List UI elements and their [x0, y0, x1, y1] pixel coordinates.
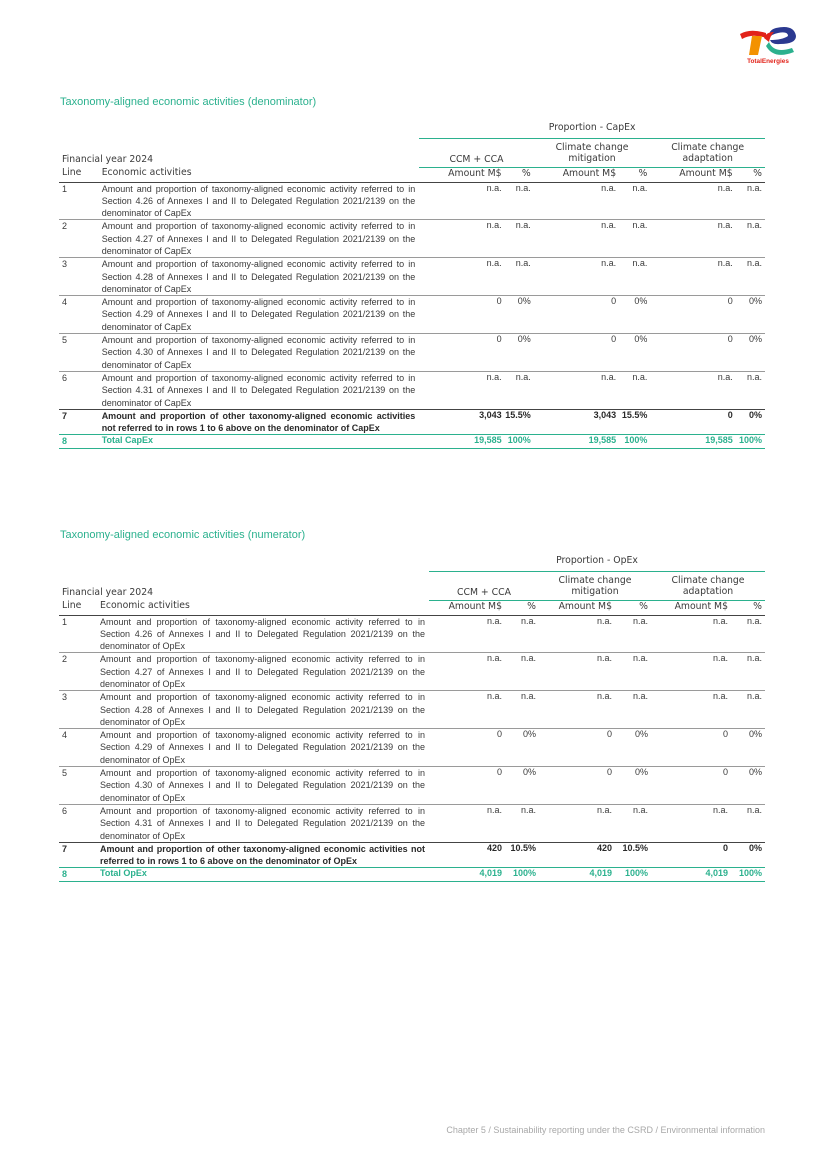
cell-amount-adaptation: n.a. — [650, 258, 735, 296]
cell-pct-ccm-cca: n.a. — [505, 653, 539, 691]
table-row — [59, 409, 765, 435]
cell-pct-ccm-cca: 15.5% — [505, 409, 534, 435]
capex-group-adaptation-label: Climate change adaptation — [671, 141, 745, 164]
row-description: Amount and proportion of other taxonomy-aligned economic activities not referred to in rows 1 to 6 above on the denominator of OpEx — [100, 842, 429, 868]
cell-pct-ccm-cca: n.a. — [505, 258, 534, 296]
cell-amount-adaptation: 19,585 — [650, 435, 735, 448]
row-description: Total CapEx — [102, 435, 420, 448]
cell-amount-adaptation: n.a. — [650, 220, 735, 258]
capex-col-activity: Economic activities — [102, 167, 420, 182]
cell-amount-mitigation: 420 — [539, 842, 615, 868]
cell-amount-adaptation: 0 — [651, 729, 731, 767]
cell-pct-adaptation: n.a. — [736, 182, 765, 220]
row-line: 6 — [59, 371, 102, 409]
row-description: Amount and proportion of taxonomy-aligned economic activity referred to in Section 4.27 of Annexes I and II to Delegated Regulation 2021/2139 on the denominator of OpEx — [100, 653, 429, 691]
opex-col-pct-3: % — [731, 600, 765, 615]
opex-col-pct-1: % — [505, 600, 539, 615]
brand-name: TotalEnergies — [747, 58, 789, 65]
table-row — [59, 729, 765, 767]
capex-col-amount-2: Amount M$ — [534, 167, 619, 182]
cell-pct-ccm-cca: 0% — [505, 334, 534, 372]
cell-pct-ccm-cca: 0% — [505, 767, 539, 805]
cell-amount-ccm-cca: n.a. — [429, 804, 505, 842]
cell-amount-ccm-cca: n.a. — [429, 615, 505, 653]
cell-pct-mitigation: 0% — [619, 296, 650, 334]
capex-col-pct-2: % — [619, 167, 650, 182]
cell-pct-ccm-cca: 100% — [505, 868, 539, 881]
cell-amount-mitigation: 0 — [539, 767, 615, 805]
row-line: 2 — [59, 220, 102, 258]
opex-table — [59, 555, 765, 882]
cell-amount-adaptation: n.a. — [650, 182, 735, 220]
capex-fy-label: Financial year 2024 — [62, 154, 154, 165]
table-row — [59, 371, 765, 409]
cell-amount-mitigation: n.a. — [534, 258, 619, 296]
cell-pct-mitigation: n.a. — [615, 615, 651, 653]
cell-amount-ccm-cca: n.a. — [429, 653, 505, 691]
cell-amount-ccm-cca: 0 — [419, 296, 504, 334]
opex-col-amount-3: Amount M$ — [651, 600, 731, 615]
row-description: Amount and proportion of taxonomy-aligned economic activity referred to in Section 4.29 of Annexes I and II to Delegated Regulation 2021/2139 on the denominator of OpEx — [100, 729, 429, 767]
capex-group-mitigation-label: Climate change mitigation — [555, 141, 629, 164]
cell-pct-adaptation: 0% — [731, 842, 765, 868]
total-row — [59, 435, 765, 448]
cell-amount-ccm-cca: 0 — [429, 729, 505, 767]
capex-col-line: Line — [59, 167, 102, 182]
opex-col-amount-1: Amount M$ — [429, 600, 505, 615]
cell-amount-mitigation: n.a. — [534, 182, 619, 220]
cell-pct-mitigation: n.a. — [615, 804, 651, 842]
row-line: 3 — [59, 258, 102, 296]
cell-pct-adaptation: n.a. — [731, 804, 765, 842]
opex-group-mitigation-label: Climate change mitigation — [558, 574, 632, 597]
cell-pct-adaptation: n.a. — [736, 220, 765, 258]
cell-amount-mitigation: n.a. — [534, 220, 619, 258]
row-line: 3 — [59, 691, 100, 729]
cell-pct-ccm-cca: n.a. — [505, 804, 539, 842]
row-description: Amount and proportion of other taxonomy-aligned economic activities not referred to in rows 1 to 6 above on the denominator of CapEx — [102, 409, 420, 435]
cell-pct-mitigation: 100% — [619, 435, 650, 448]
totalenergies-logo — [736, 24, 800, 68]
cell-amount-ccm-cca: n.a. — [419, 182, 504, 220]
cell-pct-mitigation: 100% — [615, 868, 651, 881]
row-description: Amount and proportion of taxonomy-aligned economic activity referred to in Section 4.26 of Annexes I and II to Delegated Regulation 2021/2139 on the denominator of OpEx — [100, 615, 429, 653]
cell-pct-mitigation: 0% — [619, 334, 650, 372]
table-row — [59, 804, 765, 842]
table-row — [59, 220, 765, 258]
cell-pct-adaptation: n.a. — [736, 258, 765, 296]
row-description: Amount and proportion of taxonomy-aligned economic activity referred to in Section 4.29 of Annexes I and II to Delegated Regulation 2021/2139 on the denominator of CapEx — [102, 296, 420, 334]
row-line: 8 — [59, 868, 100, 881]
row-line: 1 — [59, 182, 102, 220]
row-description: Amount and proportion of taxonomy-aligned economic activity referred to in Section 4.28 of Annexes I and II to Delegated Regulation 2021/2139 on the denominator of OpEx — [100, 691, 429, 729]
cell-pct-mitigation: n.a. — [615, 691, 651, 729]
row-line: 6 — [59, 804, 100, 842]
cell-amount-ccm-cca: n.a. — [429, 691, 505, 729]
opex-proportion-header: Proportion - OpEx — [429, 555, 765, 571]
cell-pct-mitigation: 0% — [615, 767, 651, 805]
cell-pct-mitigation: 10.5% — [615, 842, 651, 868]
cell-amount-adaptation: n.a. — [651, 691, 731, 729]
cell-pct-adaptation: n.a. — [731, 653, 765, 691]
capex-col-amount-3: Amount M$ — [650, 167, 735, 182]
opex-col-activity: Economic activities — [100, 600, 429, 615]
opex-col-amount-2: Amount M$ — [539, 600, 615, 615]
capex-section-title: Taxonomy-aligned economic activities (denominator) — [60, 96, 317, 108]
row-line: 5 — [59, 767, 100, 805]
capex-group-adaptation — [650, 138, 765, 167]
cell-pct-adaptation: 0% — [731, 729, 765, 767]
cell-amount-adaptation: 0 — [651, 767, 731, 805]
row-description: Total OpEx — [100, 868, 429, 881]
cell-pct-mitigation: n.a. — [619, 220, 650, 258]
cell-pct-ccm-cca: n.a. — [505, 220, 534, 258]
row-line: 7 — [59, 842, 100, 868]
table-row — [59, 296, 765, 334]
cell-pct-adaptation: 100% — [731, 868, 765, 881]
row-description: Amount and proportion of taxonomy-aligned economic activity referred to in Section 4.26 of Annexes I and II to Delegated Regulation 2021/2139 on the denominator of CapEx — [102, 182, 420, 220]
total-row — [59, 868, 765, 881]
table-row — [59, 258, 765, 296]
cell-pct-ccm-cca: n.a. — [505, 182, 534, 220]
cell-amount-ccm-cca: n.a. — [419, 220, 504, 258]
cell-amount-mitigation: 0 — [539, 729, 615, 767]
row-description: Amount and proportion of taxonomy-aligned economic activity referred to in Section 4.27 of Annexes I and II to Delegated Regulation 2021/2139 on the denominator of CapEx — [102, 220, 420, 258]
cell-pct-ccm-cca: 0% — [505, 296, 534, 334]
capex-table — [59, 122, 765, 449]
cell-pct-mitigation: n.a. — [619, 371, 650, 409]
cell-amount-mitigation: 4,019 — [539, 868, 615, 881]
row-line: 7 — [59, 409, 102, 435]
opex-fy-label: Financial year 2024 — [62, 587, 154, 598]
cell-amount-mitigation: 19,585 — [534, 435, 619, 448]
cell-pct-mitigation: n.a. — [619, 258, 650, 296]
cell-amount-adaptation: n.a. — [651, 653, 731, 691]
cell-pct-ccm-cca: n.a. — [505, 691, 539, 729]
row-description: Amount and proportion of taxonomy-aligned economic activity referred to in Section 4.31 of Annexes I and II to Delegated Regulation 2021/2139 on the denominator of CapEx — [102, 371, 420, 409]
capex-col-amount-1: Amount M$ — [419, 167, 504, 182]
cell-amount-mitigation: n.a. — [539, 653, 615, 691]
opex-group-mitigation — [539, 571, 651, 600]
table-row — [59, 334, 765, 372]
cell-pct-adaptation: n.a. — [731, 691, 765, 729]
capex-group-mitigation — [534, 138, 651, 167]
opex-col-line: Line — [59, 600, 100, 615]
row-description: Amount and proportion of taxonomy-aligned economic activity referred to in Section 4.30 of Annexes I and II to Delegated Regulation 2021/2139 on the denominator of OpEx — [100, 767, 429, 805]
cell-amount-adaptation: 4,019 — [651, 868, 731, 881]
cell-amount-ccm-cca: 3,043 — [419, 409, 504, 435]
row-line: 2 — [59, 653, 100, 691]
cell-pct-ccm-cca: 0% — [505, 729, 539, 767]
cell-amount-ccm-cca: 4,019 — [429, 868, 505, 881]
cell-pct-ccm-cca: 10.5% — [505, 842, 539, 868]
cell-pct-adaptation: 0% — [736, 409, 765, 435]
cell-amount-ccm-cca: n.a. — [419, 258, 504, 296]
cell-pct-mitigation: n.a. — [615, 653, 651, 691]
cell-amount-mitigation: n.a. — [534, 371, 619, 409]
opex-group-adaptation-label: Climate change adaptation — [671, 574, 745, 597]
row-line: 5 — [59, 334, 102, 372]
table-row — [59, 615, 765, 653]
cell-amount-mitigation: 3,043 — [534, 409, 619, 435]
table-row — [59, 767, 765, 805]
opex-col-pct-2: % — [615, 600, 651, 615]
cell-amount-mitigation: n.a. — [539, 691, 615, 729]
opex-group-adaptation — [651, 571, 765, 600]
cell-amount-adaptation: 0 — [650, 409, 735, 435]
cell-pct-adaptation: 0% — [736, 296, 765, 334]
cell-pct-mitigation: 0% — [615, 729, 651, 767]
table-row — [59, 653, 765, 691]
totalenergies-logo-mark — [736, 24, 800, 58]
table-row — [59, 842, 765, 868]
cell-amount-adaptation: n.a. — [650, 371, 735, 409]
row-description: Amount and proportion of taxonomy-aligned economic activity referred to in Section 4.31 of Annexes I and II to Delegated Regulation 2021/2139 on the denominator of OpEx — [100, 804, 429, 842]
cell-pct-mitigation: n.a. — [619, 182, 650, 220]
table-row — [59, 182, 765, 220]
cell-amount-adaptation: n.a. — [651, 804, 731, 842]
row-line: 4 — [59, 729, 100, 767]
row-description: Amount and proportion of taxonomy-aligned economic activity referred to in Section 4.28 of Annexes I and II to Delegated Regulation 2021/2139 on the denominator of CapEx — [102, 258, 420, 296]
cell-pct-adaptation: 100% — [736, 435, 765, 448]
row-description: Amount and proportion of taxonomy-aligned economic activity referred to in Section 4.30 of Annexes I and II to Delegated Regulation 2021/2139 on the denominator of CapEx — [102, 334, 420, 372]
capex-col-pct-1: % — [505, 167, 534, 182]
cell-amount-ccm-cca: 19,585 — [419, 435, 504, 448]
page-footer: Chapter 5 / Sustainability reporting under the CSRD / Environmental information — [446, 1125, 765, 1135]
row-line: 4 — [59, 296, 102, 334]
cell-pct-adaptation: n.a. — [731, 615, 765, 653]
capex-group-ccm-cca: CCM + CCA — [419, 138, 534, 167]
cell-amount-mitigation: n.a. — [539, 615, 615, 653]
row-line: 1 — [59, 615, 100, 653]
cell-pct-ccm-cca: n.a. — [505, 615, 539, 653]
cell-pct-ccm-cca: n.a. — [505, 371, 534, 409]
opex-group-ccm-cca: CCM + CCA — [429, 571, 539, 600]
cell-amount-ccm-cca: 0 — [429, 767, 505, 805]
row-line: 8 — [59, 435, 102, 448]
cell-pct-adaptation: 0% — [731, 767, 765, 805]
capex-col-pct-3: % — [736, 167, 765, 182]
opex-section-title: Taxonomy-aligned economic activities (numerator) — [60, 529, 306, 541]
table-row — [59, 691, 765, 729]
cell-pct-mitigation: 15.5% — [619, 409, 650, 435]
cell-amount-mitigation: n.a. — [539, 804, 615, 842]
cell-amount-ccm-cca: n.a. — [419, 371, 504, 409]
cell-pct-ccm-cca: 100% — [505, 435, 534, 448]
cell-amount-mitigation: 0 — [534, 334, 619, 372]
cell-amount-adaptation: 0 — [650, 296, 735, 334]
cell-amount-adaptation: n.a. — [651, 615, 731, 653]
cell-amount-mitigation: 0 — [534, 296, 619, 334]
cell-pct-adaptation: n.a. — [736, 371, 765, 409]
cell-pct-adaptation: 0% — [736, 334, 765, 372]
capex-proportion-header: Proportion - CapEx — [419, 122, 765, 138]
cell-amount-adaptation: 0 — [651, 842, 731, 868]
cell-amount-ccm-cca: 420 — [429, 842, 505, 868]
cell-amount-ccm-cca: 0 — [419, 334, 504, 372]
cell-amount-adaptation: 0 — [650, 334, 735, 372]
